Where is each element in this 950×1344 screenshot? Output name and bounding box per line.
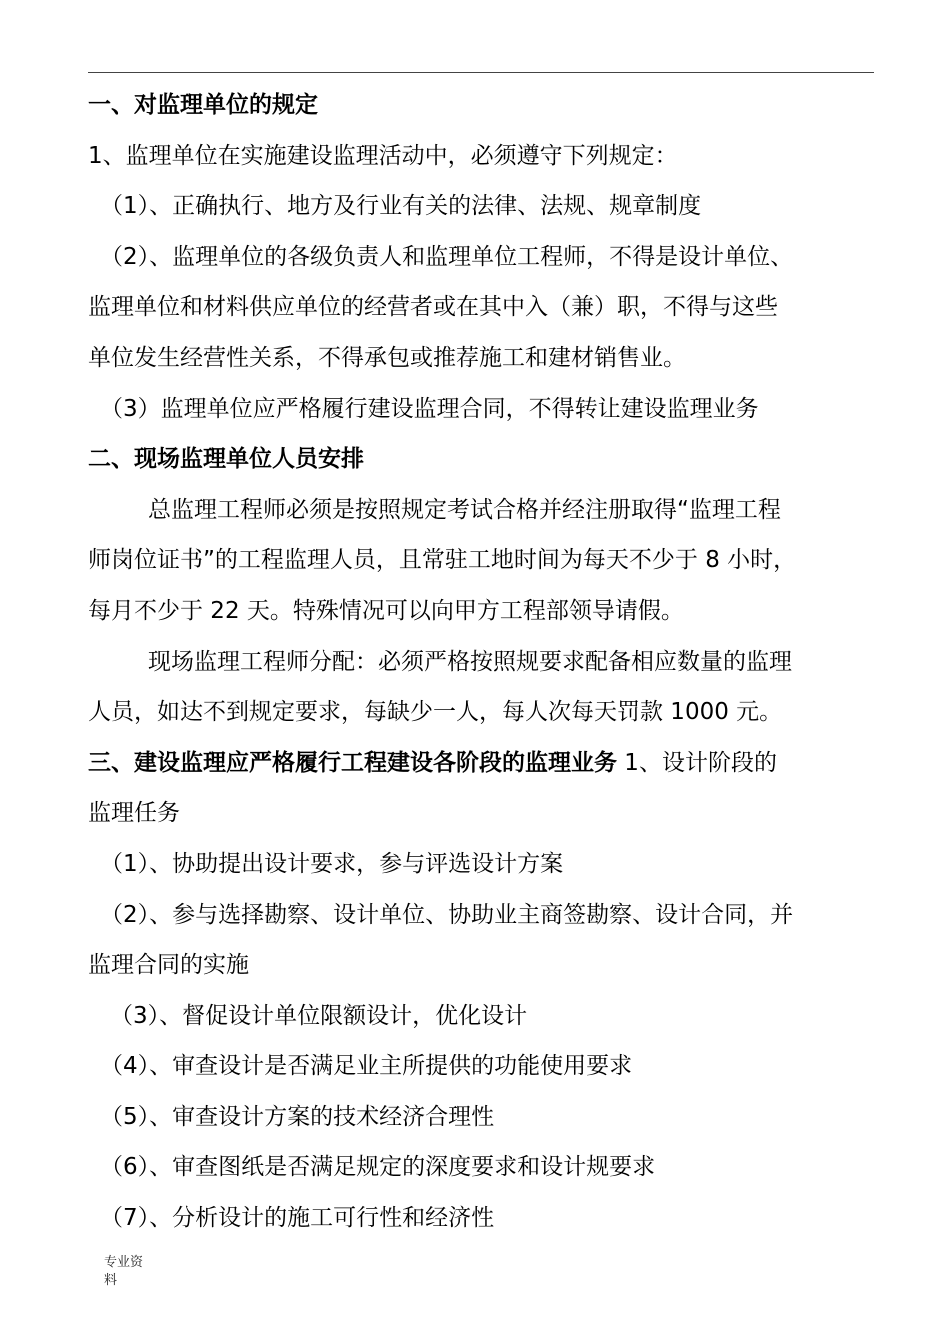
section-heading-3-tail: 1、设计阶段的 [617,749,777,776]
paragraph-line: 人员，如达不到规定要求，每缺少一人，每人次每天罚款 1000 元。 [88,699,783,726]
section-heading-2: 二、现场监理单位人员安排 [88,446,364,473]
paragraph-line: 总监理工程师必须是按照规定考试合格并经注册取得“监理工程 [148,496,781,523]
list-item: （3）、督促设计单位限额设计，优化设计 [110,1002,528,1029]
document-body [88,80,874,1244]
section-heading-3-bold: 三、建设监理应严格履行工程建设各阶段的监理业务 [88,749,617,776]
list-item: （5）、审查设计方案的技术经济合理性 [100,1103,495,1130]
list-item: （4）、审查设计是否满足业主所提供的功能使用要求 [100,1053,633,1080]
paragraph-line: 监理合同的实施 [88,952,249,979]
paragraph-line: 每月不少于 22 天。特殊情况可以向甲方工程部领导请假。 [88,597,684,624]
list-item: （1）、正确执行、地方及行业有关的法律、法规、规章制度 [100,193,702,220]
list-item: （2）、参与选择勘察、设计单位、协助业主商签勘察、设计合同，并 [100,901,794,928]
paragraph-line: 现场监理工程师分配：必须严格按照规要求配备相应数量的监理 [148,648,792,675]
paragraph-line: 1、监理单位在实施建设监理活动中，必须遵守下列规定： [88,142,678,169]
list-item: （6）、审查图纸是否满足规定的深度要求和设计规要求 [100,1154,656,1181]
paragraph-line: 单位发生经营性关系，不得承包或推荐施工和建材销售业。 [88,344,686,371]
footer-line: 料 [104,1273,118,1288]
header-rule [88,72,874,73]
page-footer [104,1254,164,1290]
list-item: （3）监理单位应严格履行建设监理合同，不得转让建设监理业务 [100,395,759,422]
list-item: （2）、监理单位的各级负责人和监理单位工程师，不得是设计单位、 [100,243,794,270]
footer-line: 专业资 [104,1255,144,1270]
paragraph-line: 师岗位证书”的工程监理人员，且常驻工地时间为每天不少于 8 小时， [88,547,797,574]
list-item: （1）、协助提出设计要求，参与评选设计方案 [100,850,564,877]
paragraph-line: 监理任务 [88,800,180,827]
section-heading-1: 一、对监理单位的规定 [88,92,318,118]
paragraph-line: 监理单位和材料供应单位的经营者或在其中入（兼）职，不得与这些 [88,294,778,321]
section-heading-3 [88,738,874,789]
list-item: （7）、分析设计的施工可行性和经济性 [100,1205,495,1232]
